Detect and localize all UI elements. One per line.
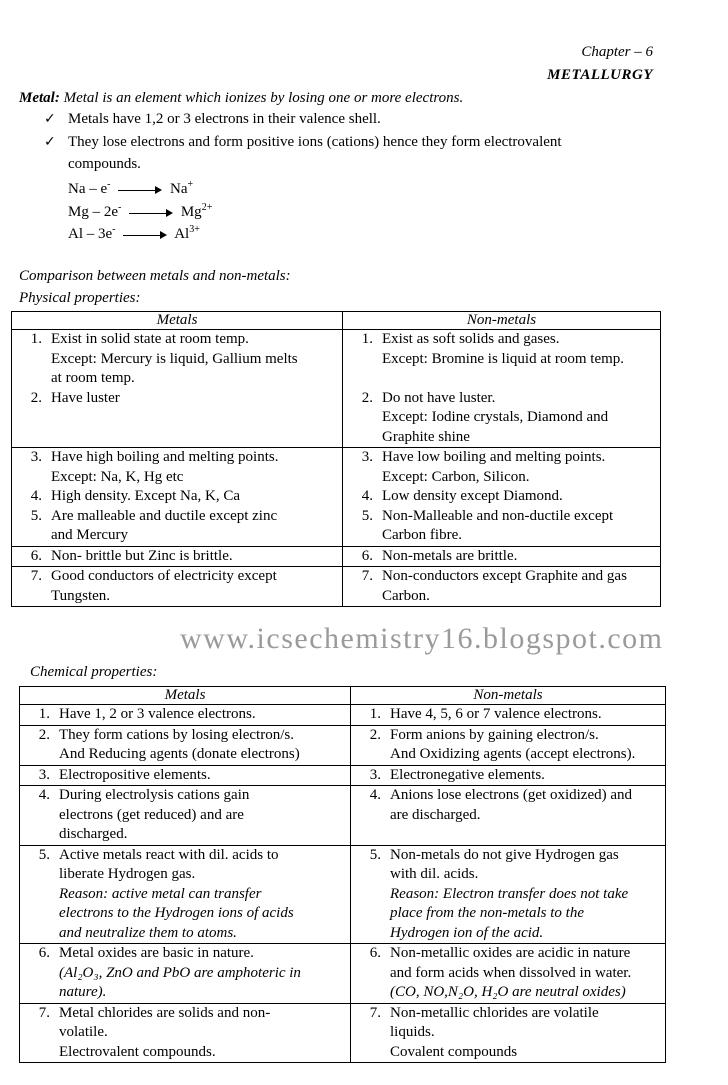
item-text: And Oxidizing agents (accept electrons). (390, 746, 636, 762)
item-text: Metal chlorides are solids and non- (59, 1004, 271, 1021)
item-text: Active metals react with dil. acids to (59, 846, 279, 863)
item-text: Except: Carbon, Silicon. (382, 468, 530, 485)
ionization-equation (68, 179, 193, 198)
physical-properties-heading: Physical properties: (19, 290, 141, 306)
table-header-row (12, 312, 661, 330)
item-text: Metal oxides are basic in nature. (59, 945, 254, 961)
metals-cell (20, 705, 351, 726)
item-number: 1. (369, 706, 381, 722)
item-text: Non-Malleable and non-ductile except (382, 507, 614, 524)
item-text: Covalent compounds (390, 1043, 518, 1060)
equation-rhs: Mg (180, 204, 202, 220)
list-item (343, 487, 660, 507)
item-text: liberate Hydrogen gas. (59, 866, 196, 882)
item-number: 4. (369, 787, 381, 803)
item-text: Have luster (51, 389, 120, 406)
column-header-nonmetals: Non-metals (351, 687, 666, 705)
column-header-metals: Metals (12, 312, 343, 330)
table-header-row (20, 687, 666, 705)
definition-text: Metal is an element which ionizes by losing one or more electrons. (63, 90, 464, 106)
item-number: 2. (30, 389, 42, 406)
item-text: Non- brittle but Zinc is brittle. (51, 547, 233, 564)
item-text: and Mercury (51, 527, 129, 543)
item-text: Non-metals do not give Hydrogen gas (390, 846, 619, 863)
item-text: Carbon fibre. (382, 527, 462, 543)
checkmark-icon: ✓ (44, 134, 56, 150)
reason-text: Reason: active metal can transfer (59, 885, 262, 902)
nonmetals-cell (351, 765, 666, 786)
chapter-title: METALLURGY (547, 67, 653, 83)
reason-text: (Al₂O₃, ZnO and PbO are amphoteric in (59, 964, 301, 981)
nonmetals-cell (343, 567, 661, 607)
reason-text: nature). (59, 984, 107, 1000)
column-header-nonmetals: Non-metals (343, 312, 661, 330)
item-text: Non-conductors except Graphite and gas (382, 568, 627, 584)
item-number: 3. (361, 449, 373, 465)
table-row (20, 1003, 666, 1063)
item-number: 2. (369, 726, 381, 743)
metals-cell (20, 845, 351, 944)
item-text: Have 1, 2 or 3 valence electrons. (59, 706, 256, 722)
item-number: 2. (38, 726, 50, 743)
item-text: Electrovalent compounds. (59, 1043, 216, 1060)
table-row (20, 786, 666, 846)
item-text: and form acids when dissolved in water. (390, 964, 632, 981)
table-row (12, 448, 661, 547)
reason-text: Hydrogen ion of the acid. (390, 924, 544, 941)
equation-rhs: Al (174, 226, 190, 242)
item-number: 6. (361, 547, 373, 564)
item-text: And Reducing agents (donate electrons) (59, 746, 300, 762)
check-point-text-cont: compounds. (68, 156, 141, 172)
item-number: 6. (38, 945, 50, 961)
nonmetals-cell (351, 786, 666, 846)
list-item (12, 507, 342, 546)
nonmetals-cell (343, 546, 661, 567)
item-number: 5. (38, 846, 50, 863)
list-item (343, 507, 660, 546)
list-item (343, 547, 660, 567)
item-text: are discharged. (390, 806, 481, 823)
list-item (12, 547, 342, 567)
metals-cell (12, 546, 343, 567)
table-row (12, 567, 661, 607)
item-text: Non-metals are brittle. (382, 547, 518, 564)
blog-watermark: www.icsechemistry16.blogspot.com (180, 622, 664, 655)
item-number: 1. (30, 331, 42, 347)
item-text: Except: Mercury is liquid, Gallium melts (51, 350, 298, 367)
item-number: 2. (361, 389, 373, 406)
metals-cell (20, 725, 351, 765)
list-item (12, 330, 342, 389)
item-number: 7. (30, 568, 42, 584)
metals-cell (20, 944, 351, 1004)
item-text: with dil. acids. (390, 866, 479, 882)
ionization-equation (68, 224, 200, 243)
table-row (12, 546, 661, 567)
item-text: Electropositive elements. (59, 766, 211, 783)
item-number: 1. (38, 706, 50, 722)
item-number: 4. (361, 488, 373, 504)
equation-sup: - (107, 179, 111, 190)
item-number: 3. (38, 766, 50, 783)
item-number: 6. (369, 945, 381, 961)
item-text: Low density except Diamond. (382, 488, 563, 504)
chemical-properties-heading: Chemical properties: (30, 664, 158, 680)
item-number: 5. (30, 507, 42, 524)
item-text: Non-metallic chlorides are volatile (390, 1004, 599, 1021)
item-number: 1. (361, 331, 373, 347)
equation-sup: - (112, 224, 116, 235)
table-row (20, 765, 666, 786)
reason-text: (CO, NO,N₂O, H₂O are neutral oxides) (390, 984, 626, 1000)
ionization-equation (68, 202, 212, 221)
check-point-text: Metals have 1,2 or 3 electrons in their valence shell. (68, 111, 381, 127)
equation-sup: + (187, 179, 194, 190)
table-row (20, 944, 666, 1004)
list-item (343, 567, 660, 606)
item-text: High density. Except Na, K, Ca (51, 488, 240, 504)
item-text: Non-metallic oxides are acidic in nature (390, 945, 631, 961)
item-text: Anions lose electrons (get oxidized) and (390, 787, 633, 803)
table-row (20, 705, 666, 726)
checkmark-icon: ✓ (44, 111, 56, 127)
nonmetals-cell (351, 725, 666, 765)
definition-term: Metal: (19, 90, 60, 106)
item-text: During electrolysis cations gain (59, 787, 250, 803)
metals-cell (20, 1003, 351, 1063)
item-text: discharged. (59, 826, 128, 842)
list-item (12, 448, 342, 487)
equation-sup: 2+ (201, 202, 213, 213)
nonmetals-cell (351, 845, 666, 944)
item-number: 5. (361, 507, 373, 524)
list-item (12, 487, 342, 507)
item-text: They form cations by losing electron/s. (59, 726, 294, 743)
chemical-properties-table (19, 686, 666, 1063)
item-text: Form anions by gaining electron/s. (390, 726, 599, 743)
item-text: Exist as soft solids and gases. (382, 331, 560, 347)
nonmetals-cell (351, 944, 666, 1004)
metals-cell (12, 330, 343, 448)
item-text: Are malleable and ductile except zinc (51, 507, 278, 524)
item-number: 7. (369, 1004, 381, 1021)
metals-cell (20, 765, 351, 786)
item-text: Except: Bromine is liquid at room temp. (382, 350, 625, 367)
reason-text: Reason: Electron transfer does not take (390, 885, 629, 902)
item-number: 3. (30, 449, 42, 465)
item-number: 7. (361, 568, 373, 584)
metals-cell (20, 786, 351, 846)
item-text: Tungsten. (51, 587, 111, 604)
item-number: 3. (369, 766, 381, 783)
item-text: Have low boiling and melting points. (382, 449, 606, 465)
reason-text: electrons to the Hydrogen ions of acids (59, 905, 294, 921)
list-item (12, 389, 342, 409)
table-row (12, 330, 661, 448)
equation-rhs: Na (170, 181, 188, 197)
item-text: liquids. (390, 1024, 435, 1040)
item-text: Except: Iodine crystals, Diamond and (382, 409, 609, 425)
item-number: 4. (38, 787, 50, 803)
item-text: Graphite shine (382, 428, 470, 445)
item-text: Exist in solid state at room temp. (51, 331, 249, 347)
metal-definition (19, 90, 463, 107)
nonmetals-cell (343, 330, 661, 448)
nonmetals-cell (351, 705, 666, 726)
item-number: 4. (30, 488, 42, 504)
reaction-arrow-icon (123, 231, 167, 239)
nonmetals-cell (351, 1003, 666, 1063)
item-number: 6. (30, 547, 42, 564)
list-item (343, 389, 660, 448)
reaction-arrow-icon (118, 186, 162, 194)
equation-lhs: Na – e (68, 181, 108, 197)
comparison-heading: Comparison between metals and non-metals: (19, 268, 291, 284)
item-text: Have high boiling and melting points. (51, 449, 279, 465)
equation-lhs: Mg – 2e (68, 204, 118, 220)
table-row (20, 725, 666, 765)
item-number: 7. (38, 1004, 50, 1021)
item-number: 5. (369, 846, 381, 863)
equation-sup: 3+ (189, 224, 200, 235)
item-text: Have 4, 5, 6 or 7 valence electrons. (390, 706, 602, 722)
item-text: Electronegative elements. (390, 766, 545, 783)
column-header-metals: Metals (20, 687, 351, 705)
chapter-number: Chapter – 6 (581, 44, 653, 60)
reason-text: place from the non-metals to the (390, 905, 584, 921)
item-text: Carbon. (382, 587, 430, 604)
item-text: Except: Na, K, Hg etc (51, 468, 184, 485)
check-point-text: They lose electrons and form positive ions (cations) hence they form electrovalent (68, 134, 562, 150)
item-text: Do not have luster. (382, 389, 496, 406)
list-item (12, 567, 342, 606)
metals-cell (12, 567, 343, 607)
item-text: Good conductors of electricity except (51, 568, 277, 584)
item-text: electrons (get reduced) and are (59, 806, 244, 823)
physical-properties-table (11, 311, 661, 607)
equation-sup: - (118, 202, 122, 213)
table-row (20, 845, 666, 944)
item-text: volatile. (59, 1024, 108, 1040)
equation-lhs: Al – 3e (68, 226, 113, 242)
list-item (343, 448, 660, 487)
metals-cell (12, 448, 343, 547)
nonmetals-cell (343, 448, 661, 547)
reaction-arrow-icon (129, 209, 173, 217)
list-item (343, 330, 660, 369)
reason-text: and neutralize them to atoms. (59, 924, 237, 941)
item-text: at room temp. (51, 370, 135, 386)
